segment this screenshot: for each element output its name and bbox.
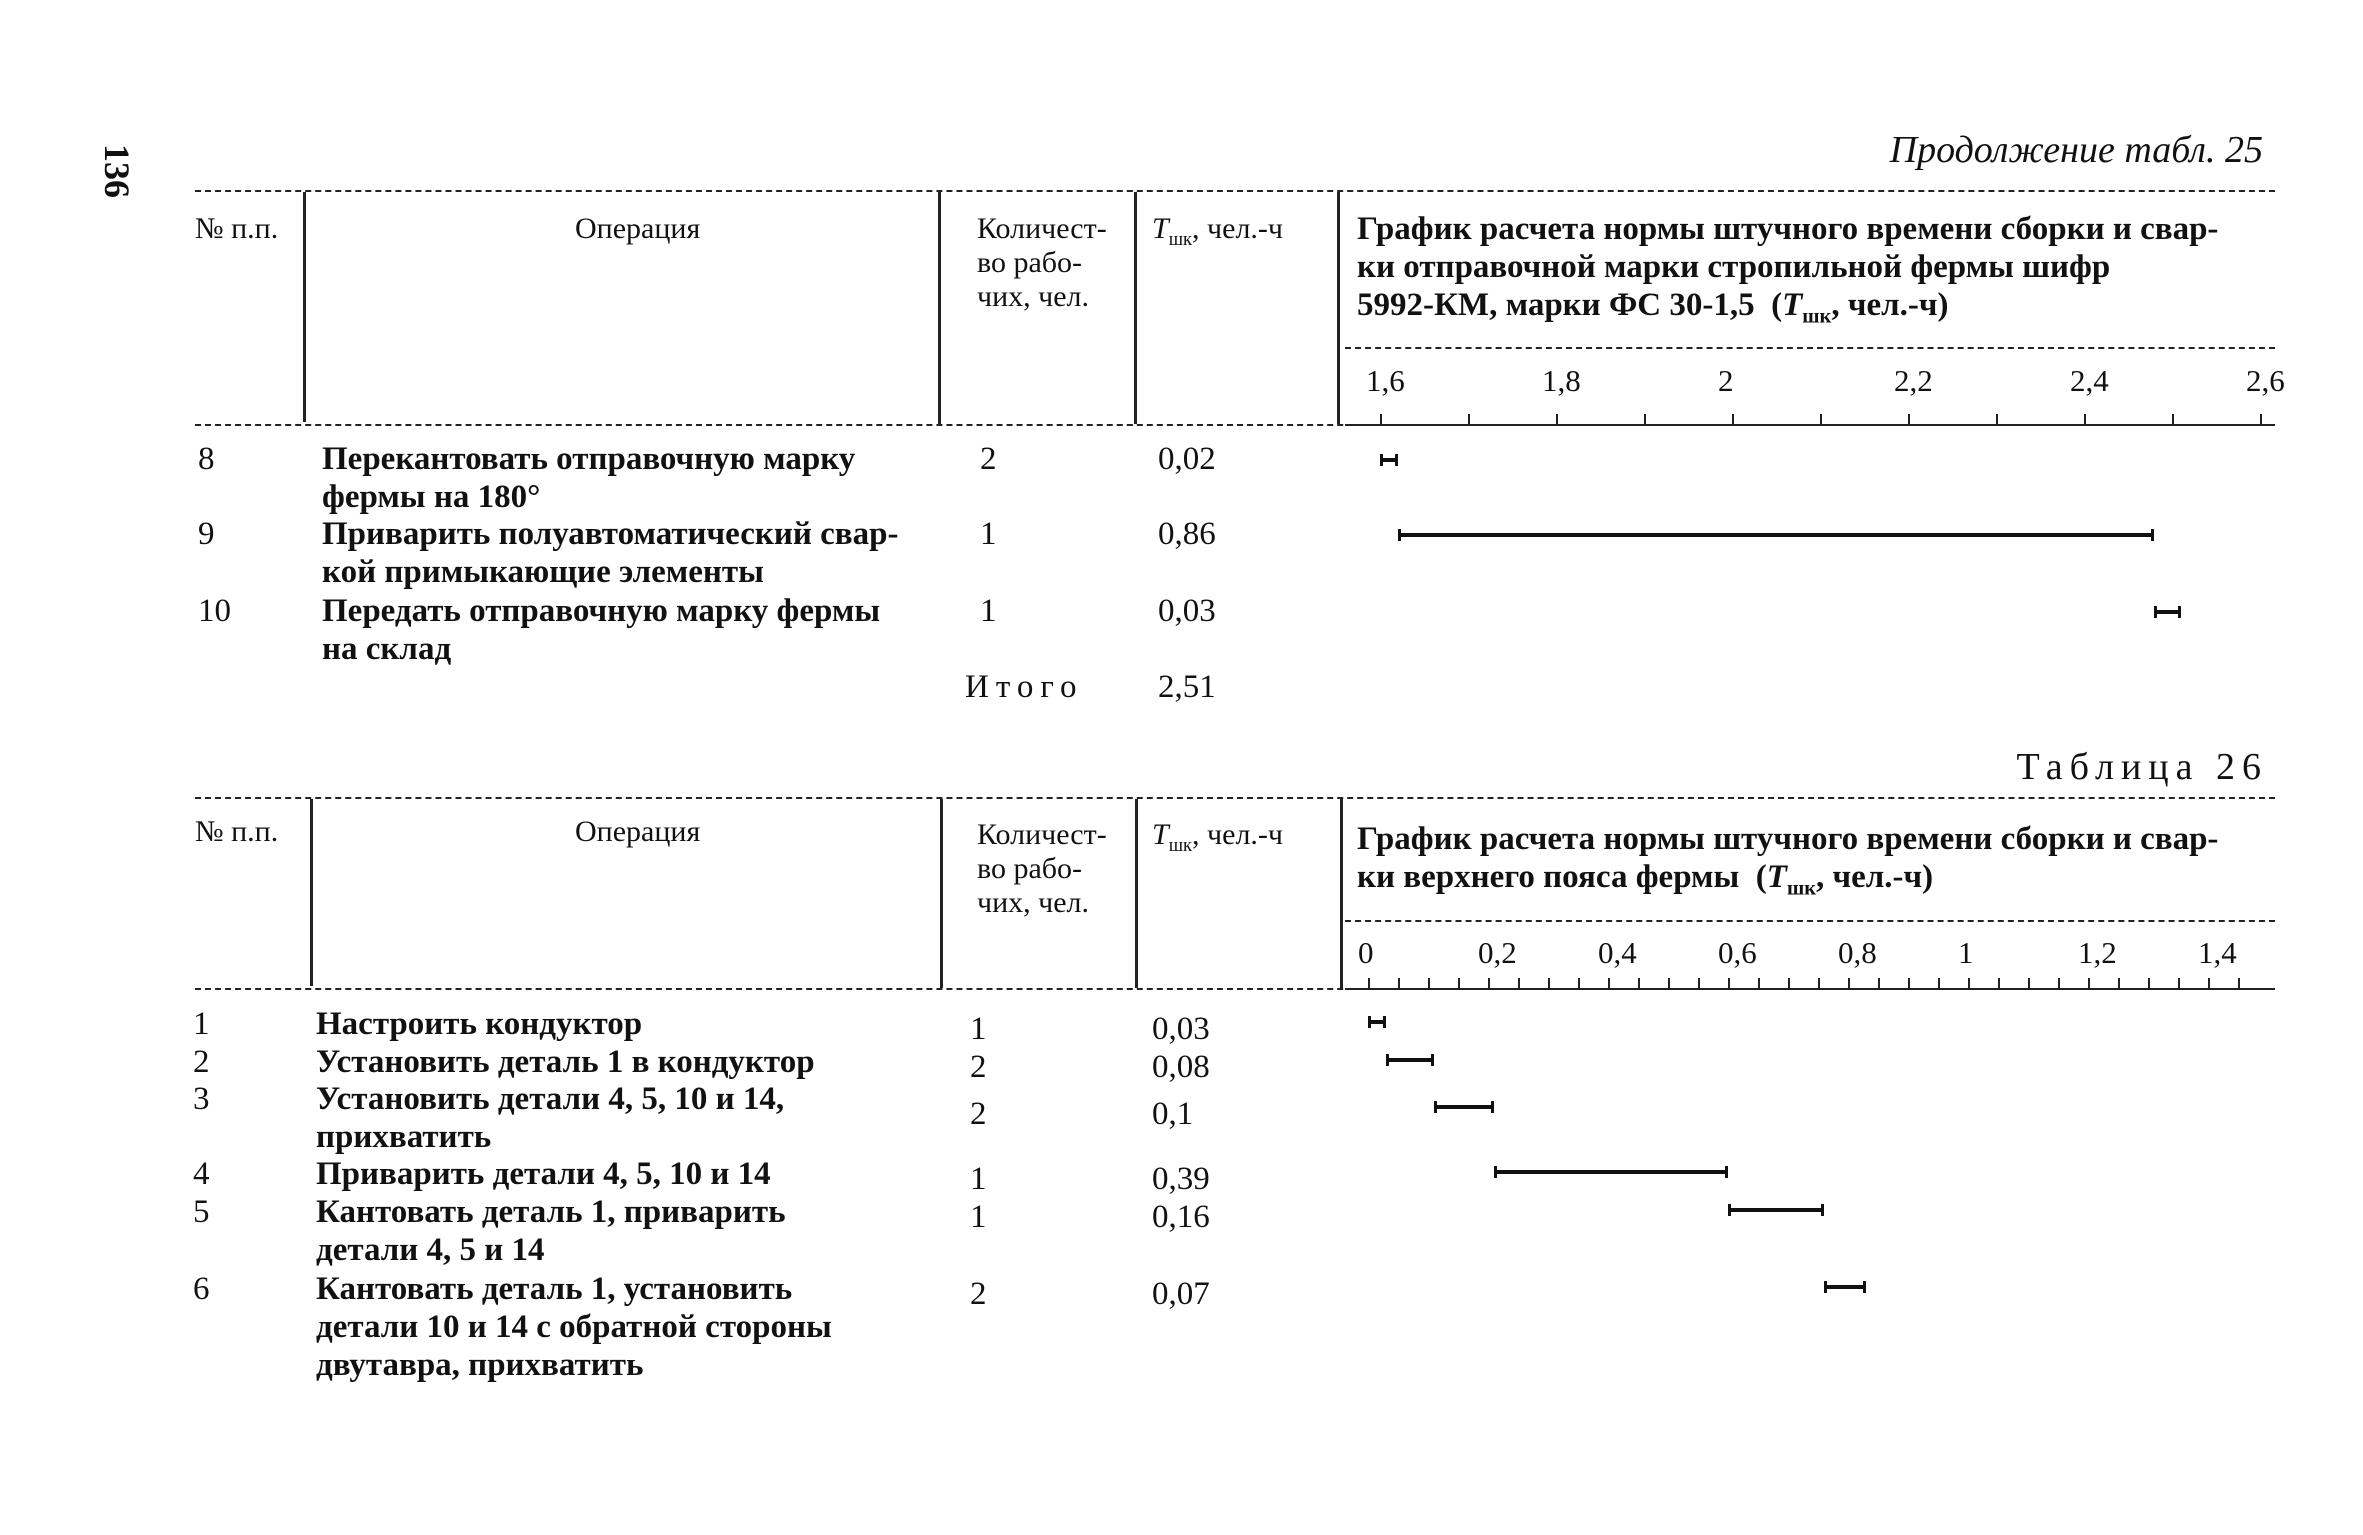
- axis-tick: [1758, 978, 1760, 988]
- axis-tick-label: 0,8: [1838, 935, 1877, 970]
- axis-tick: [1818, 978, 1820, 988]
- axis-tick: [2178, 978, 2180, 988]
- axis-tick: [1878, 978, 1880, 988]
- table25-col-sep-1: [303, 192, 306, 422]
- row-time: 0,86: [1158, 516, 1216, 552]
- table26-col-sep-3: [1135, 799, 1138, 988]
- graph-symbol: T: [1782, 287, 1803, 323]
- row-workers: 2: [970, 1049, 987, 1085]
- operation-line: на склад: [322, 631, 452, 667]
- axis-tick: [2028, 978, 2030, 988]
- gantt-bar: [1824, 1285, 1866, 1289]
- table26-caption: Таблица 26: [2016, 746, 2268, 788]
- axis-tick: [1998, 978, 2000, 988]
- workers-line: во рабо-: [977, 852, 1083, 885]
- gantt-bar: [1434, 1105, 1494, 1109]
- table26-graph-title-1: График расчета нормы штучного времени сборки и свар-: [1357, 821, 2219, 857]
- axis-tick: [1938, 978, 1940, 988]
- time-symbol: T: [1152, 212, 1169, 245]
- gantt-bar: [1728, 1208, 1824, 1212]
- gantt-bar: [1380, 458, 1398, 462]
- axis-tick: [1518, 978, 1520, 988]
- operation-line: Передать отправочную марку фермы: [322, 593, 881, 629]
- axis-tick: [1908, 978, 1910, 988]
- row-number: 3: [193, 1081, 210, 1117]
- table26-top-rule: [195, 797, 2275, 799]
- axis-tick: [1638, 978, 1640, 988]
- page-number: 136: [97, 144, 137, 198]
- axis-tick: [1698, 978, 1700, 988]
- row-workers: 1: [970, 1199, 987, 1235]
- time-unit: , чел.-ч: [1192, 818, 1283, 851]
- operation-line: Приварить детали 4, 5, 10 и 14: [316, 1156, 771, 1192]
- axis-tick-label: 0: [1358, 935, 1374, 970]
- operation-line: Приварить полуавтоматический свар-: [322, 516, 899, 552]
- operation-line: фермы на 180°: [322, 479, 541, 515]
- table25-col-sep-4: [1337, 192, 1340, 424]
- time-unit: , чел.-ч: [1192, 212, 1283, 245]
- axis-tick: [1728, 978, 1730, 988]
- row-number: 9: [198, 516, 215, 552]
- axis-tick-label: 1: [1958, 935, 1974, 970]
- row-workers: 2: [970, 1096, 987, 1132]
- axis-tick: [1644, 414, 1646, 424]
- workers-line: во рабо-: [977, 246, 1083, 279]
- table25-header-num: № п.п.: [195, 212, 279, 245]
- operation-line: Установить деталь 1 в кондуктор: [316, 1044, 815, 1080]
- row-number: 5: [193, 1194, 210, 1230]
- workers-line: Количест-: [977, 818, 1107, 851]
- row-operation: [316, 1005, 936, 1043]
- operation-line: Перекантовать отправочную марку: [322, 441, 856, 477]
- axis-tick: [1556, 414, 1558, 424]
- table26-col-sep-1: [310, 799, 313, 986]
- row-operation: [316, 1193, 936, 1269]
- table25-graph-sub-rule: [1345, 347, 2275, 349]
- row-time: 0,1: [1152, 1096, 1194, 1132]
- operation-line: детали 4, 5 и 14: [316, 1232, 545, 1268]
- table25-header-workers: [977, 212, 1107, 314]
- row-workers: 1: [970, 1011, 987, 1047]
- axis-tick: [1788, 978, 1790, 988]
- graph-title-text: ки верхнего пояса фермы: [1357, 859, 1740, 895]
- axis-tick: [1732, 414, 1734, 424]
- row-operation: [316, 1043, 936, 1081]
- row-number: 4: [193, 1156, 210, 1192]
- axis-tick: [1368, 978, 1370, 988]
- axis-tick-label: 1,4: [2198, 935, 2237, 970]
- row-operation: [322, 515, 932, 591]
- row-workers: 1: [970, 1161, 987, 1197]
- operation-line: Кантовать деталь 1, установить: [316, 1271, 793, 1307]
- time-subscript: шк: [1168, 229, 1193, 250]
- row-workers: 1: [980, 593, 997, 629]
- row-operation: [316, 1155, 936, 1193]
- row-number: 2: [193, 1044, 210, 1080]
- table25-header-time: [1152, 212, 1283, 257]
- row-workers: 1: [980, 516, 997, 552]
- row-time: 0,07: [1152, 1276, 1210, 1312]
- operation-line: кой примыкающие элементы: [322, 554, 764, 590]
- axis-tick-label: 1,8: [1542, 363, 1581, 398]
- table25-caption: Продолжение табл. 25: [1889, 129, 2263, 171]
- operation-line: двутавра, прихватить: [316, 1347, 644, 1383]
- table25-total-label: Итого: [965, 669, 1084, 705]
- table25-col-sep-2: [938, 192, 941, 424]
- row-time: 0,16: [1152, 1199, 1210, 1235]
- axis-tick-label: 0,4: [1598, 935, 1637, 970]
- axis-tick: [2260, 414, 2262, 424]
- axis-tick-label: 2,6: [2246, 363, 2285, 398]
- row-time: 0,03: [1158, 593, 1216, 629]
- row-operation: [322, 440, 932, 516]
- row-time: 0,08: [1152, 1049, 1210, 1085]
- axis-tick: [2088, 978, 2090, 988]
- table25-graph-title-3: [1357, 286, 1948, 336]
- graph-subscript: шк: [1786, 877, 1816, 900]
- table25-graph-title-2: ки отправочной марки стропильной фермы шифр: [1357, 249, 2111, 285]
- row-time: 0,02: [1158, 441, 1216, 477]
- workers-line: чих, чел.: [977, 280, 1090, 313]
- gantt-bar: [1398, 533, 2155, 537]
- operation-line: Настроить кондуктор: [316, 1006, 643, 1042]
- row-workers: 2: [970, 1276, 987, 1312]
- graph-unit: , чел.-ч): [1831, 287, 1949, 323]
- row-number: 10: [198, 593, 231, 629]
- axis-tick: [1996, 414, 1998, 424]
- axis-tick: [2238, 978, 2240, 988]
- table25-graph-title-1: График расчета нормы штучного времени сборки и свар-: [1357, 211, 2219, 247]
- axis-tick-label: 2: [1718, 363, 1734, 398]
- table25-top-rule: [195, 190, 2275, 192]
- row-operation: [322, 592, 932, 668]
- graph-symbol: T: [1766, 859, 1787, 895]
- gantt-bar: [1368, 1020, 1386, 1024]
- row-workers: 2: [980, 441, 997, 477]
- axis-tick: [1488, 978, 1490, 988]
- table25-total-value: 2,51: [1158, 669, 1216, 705]
- operation-line: прихватить: [316, 1119, 492, 1155]
- axis-tick: [2118, 978, 2120, 988]
- axis-tick: [1820, 414, 1822, 424]
- gantt-bar: [1494, 1170, 1728, 1174]
- operation-line: Кантовать деталь 1, приварить: [316, 1194, 786, 1230]
- table26-graph-sub-rule: [1345, 920, 2275, 922]
- graph-subscript: шк: [1802, 305, 1832, 328]
- workers-line: Количест-: [977, 212, 1107, 245]
- axis-tick: [1608, 978, 1610, 988]
- row-number: 6: [193, 1271, 210, 1307]
- workers-line: чих, чел.: [977, 886, 1090, 919]
- table26-col-sep-4: [1340, 799, 1343, 988]
- axis-tick: [1968, 978, 1970, 988]
- axis-tick: [1578, 978, 1580, 988]
- row-time: 0,39: [1152, 1161, 1210, 1197]
- axis-tick: [1380, 414, 1382, 424]
- row-number: 8: [198, 441, 215, 477]
- axis-tick: [1848, 978, 1850, 988]
- axis-tick: [1428, 978, 1430, 988]
- table26-header-num: № п.п.: [195, 815, 279, 848]
- axis-tick-label: 1,2: [2078, 935, 2117, 970]
- row-operation: [316, 1080, 936, 1156]
- axis-tick: [2208, 978, 2210, 988]
- axis-tick: [1548, 978, 1550, 988]
- axis-tick-label: 2,4: [2070, 363, 2109, 398]
- axis-tick-label: 1,6: [1366, 363, 1405, 398]
- row-time: 0,03: [1152, 1011, 1210, 1047]
- axis-line: [1345, 424, 2275, 426]
- axis-tick: [1458, 978, 1460, 988]
- row-operation: [316, 1270, 936, 1384]
- operation-line: Установить детали 4, 5, 10 и 14,: [316, 1081, 785, 1117]
- table26-header-operation: Операция: [575, 815, 701, 848]
- table26-col-sep-2: [940, 799, 943, 988]
- table26-header-time: [1152, 818, 1283, 863]
- time-symbol: T: [1152, 818, 1169, 851]
- graph-paren: (: [1755, 859, 1767, 895]
- axis-tick: [1668, 978, 1670, 988]
- axis-tick-label: 2,2: [1894, 363, 1933, 398]
- graph-paren: (: [1771, 287, 1783, 323]
- table26-graph-title-2: [1357, 858, 1933, 908]
- axis-line: [1345, 988, 2275, 990]
- time-subscript: шк: [1168, 835, 1193, 856]
- operation-line: детали 10 и 14 с обратной стороны: [316, 1309, 832, 1345]
- table25-header-operation: Операция: [575, 212, 701, 245]
- gantt-bar: [1386, 1058, 1434, 1062]
- row-number: 1: [193, 1006, 210, 1042]
- axis-tick: [1908, 414, 1910, 424]
- axis-tick: [2148, 978, 2150, 988]
- axis-tick: [2172, 414, 2174, 424]
- axis-tick: [2058, 978, 2060, 988]
- table25-col-sep-3: [1134, 192, 1137, 424]
- axis-tick: [1398, 978, 1400, 988]
- graph-unit: , чел.-ч): [1816, 859, 1934, 895]
- axis-tick: [1468, 414, 1470, 424]
- graph-title-text: 5992-КМ, марки ФС 30-1,5: [1357, 287, 1755, 323]
- gantt-bar: [2154, 610, 2180, 614]
- table26-header-workers: [977, 818, 1107, 920]
- axis-tick-label: 0,2: [1478, 935, 1517, 970]
- axis-tick-label: 0,6: [1718, 935, 1757, 970]
- axis-tick: [2084, 414, 2086, 424]
